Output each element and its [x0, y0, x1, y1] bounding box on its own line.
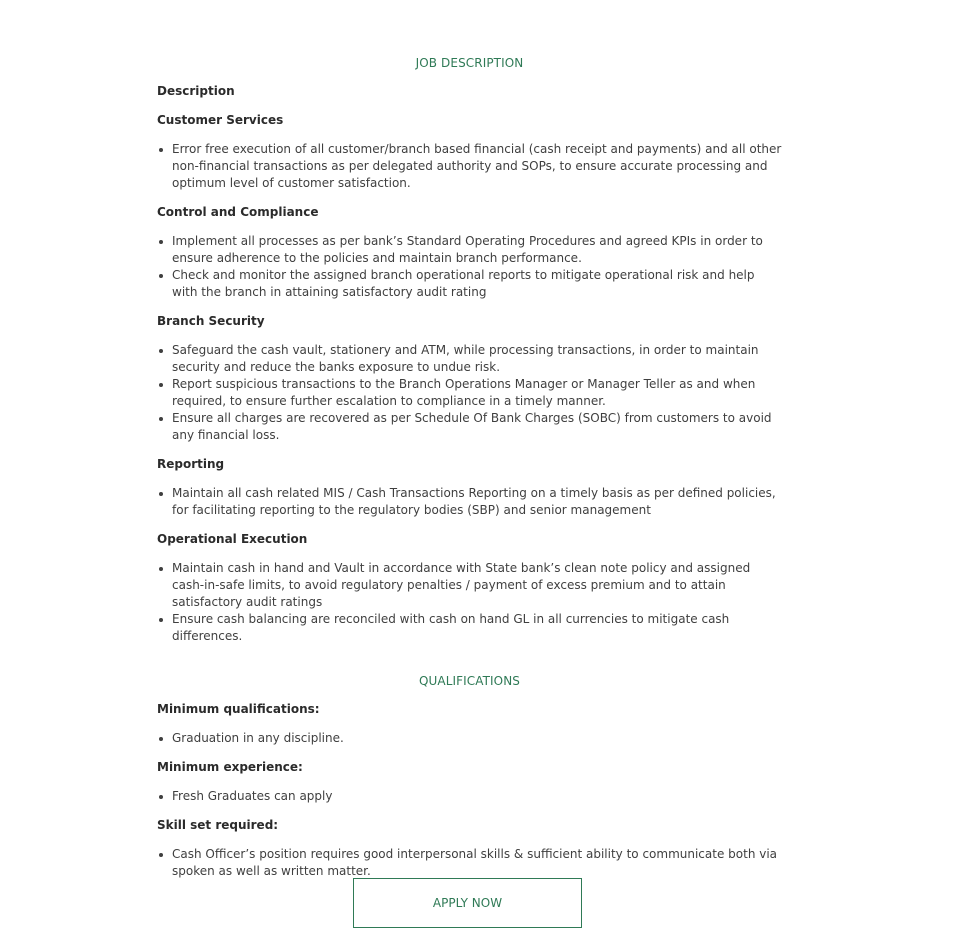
minimum-experience-list	[157, 788, 782, 805]
job-description-title: JOB DESCRIPTION	[415, 56, 524, 70]
apply-button-wrapper	[353, 878, 582, 928]
branch-security-heading: Branch Security	[157, 314, 265, 328]
operational-execution-list	[157, 560, 782, 645]
list-item: Ensure cash balancing are reconciled with cash on hand GL in all currencies to mitigate cash differences.	[157, 611, 782, 645]
list-item: Fresh Graduates can apply	[157, 788, 782, 805]
qualifications-title: QUALIFICATIONS	[418, 674, 521, 688]
operational-execution-heading: Operational Execution	[157, 532, 308, 546]
control-compliance-heading: Control and Compliance	[157, 205, 319, 219]
minimum-qualifications-list	[157, 730, 782, 747]
list-item: Safeguard the cash vault, stationery and ATM, while processing transactions, in order to maintain security and reduce the banks exposure to undue risk.	[157, 342, 782, 376]
control-compliance-list	[157, 233, 782, 301]
list-item: Check and monitor the assigned branch operational reports to mitigate operational risk and help with the branch in attaining satisfactory audit rating	[157, 267, 782, 301]
list-item: Maintain all cash related MIS / Cash Transactions Reporting on a timely basis as per defined policies, for facilitating reporting to the regulatory bodies (SBP) and senior management	[157, 485, 782, 519]
minimum-experience-heading: Minimum experience:	[157, 760, 303, 774]
job-content	[157, 55, 782, 892]
list-item: Ensure all charges are recovered as per Schedule Of Bank Charges (SOBC) from customers to avoid any financial loss.	[157, 410, 782, 444]
reporting-list	[157, 485, 782, 519]
list-item: Graduation in any discipline.	[157, 730, 782, 747]
list-item: Report suspicious transactions to the Branch Operations Manager or Manager Teller as and when required, to ensure further escalation to compliance in a timely manner.	[157, 376, 782, 410]
list-item: Error free execution of all customer/branch based financial (cash receipt and payments) and all other non-financial transactions as per delegated authority and SOPs, to ensure accurate processing and optimum level of customer satisfaction.	[157, 141, 782, 192]
reporting-heading: Reporting	[157, 457, 225, 471]
description-heading: Description	[157, 84, 235, 98]
list-item: Implement all processes as per bank’s Standard Operating Procedures and agreed KPIs in order to ensure adherence to the policies and maintain branch performance.	[157, 233, 782, 267]
branch-security-list	[157, 342, 782, 444]
customer-services-heading: Customer Services	[157, 113, 284, 127]
apply-now-button[interactable]: APPLY NOW	[353, 878, 582, 928]
customer-services-list	[157, 141, 782, 192]
minimum-qualifications-heading: Minimum qualifications:	[157, 702, 320, 716]
list-item: Cash Officer’s position requires good interpersonal skills & sufficient ability to communicate both via spoken as well as written matter.	[157, 846, 782, 880]
list-item: Maintain cash in hand and Vault in accordance with State bank’s clean note policy and assigned cash-in-safe limits, to avoid regulatory penalties / payment of excess premium and to attain satisfactory audit ratings	[157, 560, 782, 611]
skill-set-list	[157, 846, 782, 880]
skill-set-heading: Skill set required:	[157, 818, 279, 832]
